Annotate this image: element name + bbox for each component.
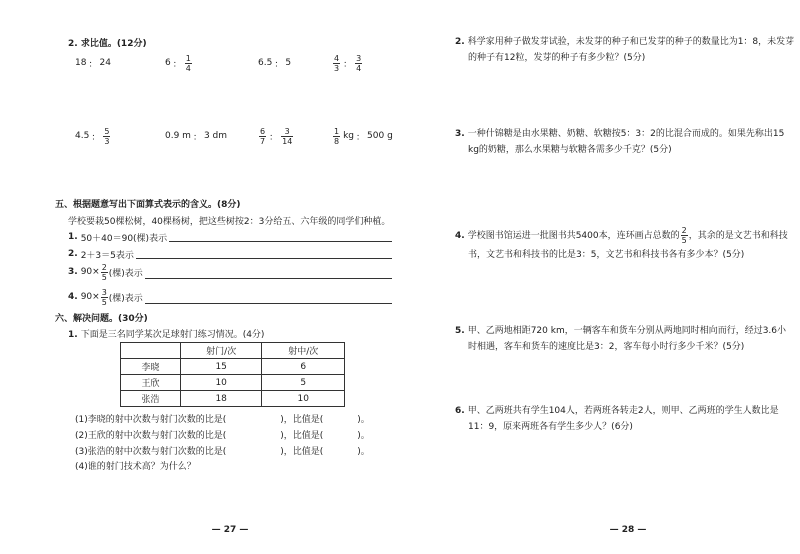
question-text-post: ，其余的是文艺书和科技书，文艺书和科技书的比是3：5，文艺书和科技书各有多少本？(5分) bbox=[468, 231, 788, 260]
ratio-right: 24 bbox=[99, 58, 111, 68]
denominator: 7 bbox=[260, 136, 266, 146]
sub-question: (4)谁的射门技术高？为什么？ bbox=[75, 462, 196, 472]
item-number: 2. bbox=[68, 249, 78, 259]
question-number: 4. bbox=[455, 231, 465, 241]
numerator: 3 bbox=[356, 53, 362, 63]
table-row bbox=[121, 375, 345, 391]
sub-end: )。 bbox=[357, 415, 370, 425]
question-text-pre: 学校图书馆运进一批图书共5400本，连环画占总数的 bbox=[467, 231, 680, 241]
item-number: 3. bbox=[68, 267, 78, 277]
ratio-sep: ： bbox=[343, 59, 353, 70]
ratio-sep: ： bbox=[269, 132, 279, 143]
ratio-right: 5 bbox=[285, 58, 292, 68]
meaning-item bbox=[68, 229, 392, 245]
table-row bbox=[121, 359, 345, 375]
expression-pre: 90× bbox=[80, 292, 100, 302]
answer-line bbox=[145, 278, 392, 279]
fraction bbox=[101, 263, 108, 282]
table-cell: 王欣 bbox=[121, 375, 181, 391]
fraction bbox=[281, 127, 293, 146]
ratio-right: 500 g bbox=[367, 131, 393, 141]
numerator: 5 bbox=[104, 126, 110, 136]
numerator: 1 bbox=[185, 53, 191, 63]
sub-prefix: (3)张浩的射中次数与射门次数的比是( bbox=[75, 447, 227, 457]
expression: 50＋40＝90(棵)表示 bbox=[80, 233, 168, 244]
fraction bbox=[333, 54, 340, 73]
answer-line bbox=[145, 303, 392, 304]
table-cell: 10 bbox=[180, 375, 262, 391]
table-cell: 张浩 bbox=[121, 391, 181, 407]
ratio-sep: ： bbox=[91, 132, 101, 143]
ratio-item bbox=[258, 125, 294, 147]
item-number: 1. bbox=[68, 330, 78, 340]
section6-title: 六、解决问题。(30分) bbox=[55, 314, 148, 324]
table-header-cell: 射门/次 bbox=[180, 343, 262, 359]
ratio-left: 6.5 bbox=[258, 58, 273, 68]
numerator: 4 bbox=[334, 53, 340, 63]
ratio-item bbox=[75, 125, 111, 147]
numerator: 6 bbox=[260, 126, 266, 136]
fraction bbox=[259, 127, 266, 146]
sub-prefix: (1)李晓的射中次数与射门次数的比是( bbox=[75, 415, 227, 425]
ratio-sep: ： bbox=[274, 59, 284, 70]
answer-line bbox=[169, 241, 392, 242]
question-text: 科学家用种子做发芽试验，未发芽的种子和已发芽的种子的数量比为1：8，未发芽的种子有12粒，发芽的种子有多少粒？(5分) bbox=[467, 37, 795, 63]
ratio-left: 0.9 m bbox=[165, 131, 191, 141]
table-cell: 6 bbox=[262, 359, 345, 375]
denominator: 5 bbox=[101, 272, 107, 282]
page-number: — 27 — bbox=[211, 525, 249, 535]
fraction bbox=[681, 226, 688, 245]
question-text: 甲、乙两地相距720 km，一辆客车和货车分别从两地同时相向而行，经过3.6小时相遇，客车和货车的速度比是3：2，客车每小时行多少千米？(5分) bbox=[467, 326, 787, 352]
expression-post: (棵)表示 bbox=[108, 293, 143, 304]
ratio-section-title: 2. 求比值。(12分) bbox=[68, 39, 147, 49]
question-text: 一种什锦糖是由水果糖、奶糖、软糖按5：3：2的比混合而成的。如果先称出15 kg的奶糖，那么水果糖与软糖各需多少千克？(5分) bbox=[467, 129, 785, 155]
meaning-item bbox=[68, 287, 392, 307]
denominator: 14 bbox=[282, 136, 293, 146]
numerator: 3 bbox=[281, 127, 293, 137]
table-cell: 5 bbox=[262, 375, 345, 391]
table-header-row bbox=[121, 343, 345, 359]
sub-question bbox=[75, 429, 370, 444]
table-row bbox=[121, 391, 345, 407]
ratio-sep: ： bbox=[88, 59, 98, 70]
word-problem bbox=[455, 226, 795, 265]
stem-text: 下面是三名同学某次足球射门练习情况。(4分) bbox=[80, 330, 265, 340]
word-problem bbox=[455, 323, 795, 355]
section5-title: 五、根据题意写出下面算式表示的含义。(8分) bbox=[55, 200, 241, 210]
denominator: 3 bbox=[104, 136, 110, 146]
sub-question bbox=[75, 413, 370, 428]
sub-question bbox=[75, 445, 370, 460]
ratio-right: 3 dm bbox=[203, 131, 228, 141]
ratio-left: 6 bbox=[165, 58, 171, 68]
table-header-cell bbox=[121, 343, 181, 359]
meaning-item bbox=[68, 246, 392, 262]
table-cell: 李晓 bbox=[121, 359, 181, 375]
ratio-sep: ： bbox=[356, 132, 366, 143]
item-number: 1. bbox=[68, 232, 78, 242]
expression: 2＋3＝5表示 bbox=[80, 250, 134, 261]
sub-mid: )，比值是( bbox=[280, 447, 324, 457]
sub-end: )。 bbox=[357, 431, 370, 441]
answer-line bbox=[136, 258, 392, 259]
meaning-item bbox=[68, 262, 392, 282]
sub-mid: )，比值是( bbox=[280, 415, 324, 425]
page-number: — 28 — bbox=[609, 525, 647, 535]
denominator: 4 bbox=[185, 63, 191, 73]
expression-post: (棵)表示 bbox=[108, 268, 143, 279]
table-cell: 18 bbox=[180, 391, 262, 407]
ratio-sep: ： bbox=[192, 132, 202, 143]
section5-context: 学校要栽50棵松树，40棵杨树，把这些树按2：3分给五、六年级的同学们种植。 bbox=[68, 217, 391, 227]
denominator: 3 bbox=[334, 63, 340, 73]
numerator: 1 bbox=[334, 126, 340, 136]
ratio-sep: ： bbox=[172, 59, 182, 70]
ratio-item bbox=[165, 125, 227, 147]
denominator: 5 bbox=[681, 236, 687, 245]
ratio-item bbox=[165, 52, 193, 74]
numerator: 2 bbox=[681, 226, 687, 235]
word-problem bbox=[455, 34, 795, 66]
fraction bbox=[355, 54, 362, 73]
word-problem bbox=[455, 126, 795, 158]
question-text: 甲、乙两班共有学生104人，若两班各转走2人，则甲、乙两班的学生人数比是11：9，原来两班各有学生多少人？(6分) bbox=[467, 406, 779, 432]
expression-pre: 90× bbox=[80, 267, 100, 277]
ratio-item bbox=[258, 52, 291, 74]
table-cell: 15 bbox=[180, 359, 262, 375]
fraction bbox=[333, 127, 340, 146]
fraction bbox=[103, 127, 110, 146]
question-number: 3. bbox=[455, 129, 465, 139]
sub-mid: )，比值是( bbox=[280, 431, 324, 441]
item-number: 4. bbox=[68, 292, 78, 302]
sub-end: )。 bbox=[357, 447, 370, 457]
denominator: 8 bbox=[334, 136, 340, 146]
question-number: 6. bbox=[455, 406, 465, 416]
ratio-item bbox=[332, 52, 363, 74]
numerator: 2 bbox=[101, 262, 107, 272]
table-header-cell: 射中/次 bbox=[262, 343, 345, 359]
ratio-left: 18 bbox=[75, 58, 87, 68]
ratio-item bbox=[332, 125, 393, 147]
question-stem bbox=[68, 327, 264, 340]
denominator: 5 bbox=[101, 297, 107, 307]
question-number: 5. bbox=[455, 326, 465, 336]
numerator: 3 bbox=[101, 287, 107, 297]
table-cell: 10 bbox=[262, 391, 345, 407]
sub-prefix: (2)王欣的射中次数与射门次数的比是( bbox=[75, 431, 227, 441]
ratio-unit: kg bbox=[343, 131, 355, 141]
fraction bbox=[185, 54, 192, 73]
ratio-left: 4.5 bbox=[75, 131, 90, 141]
word-problem bbox=[455, 403, 795, 435]
question-number: 2. bbox=[455, 37, 465, 47]
ratio-item bbox=[75, 52, 111, 74]
denominator: 4 bbox=[356, 63, 362, 73]
fraction bbox=[101, 288, 108, 307]
shots-table bbox=[120, 342, 345, 407]
